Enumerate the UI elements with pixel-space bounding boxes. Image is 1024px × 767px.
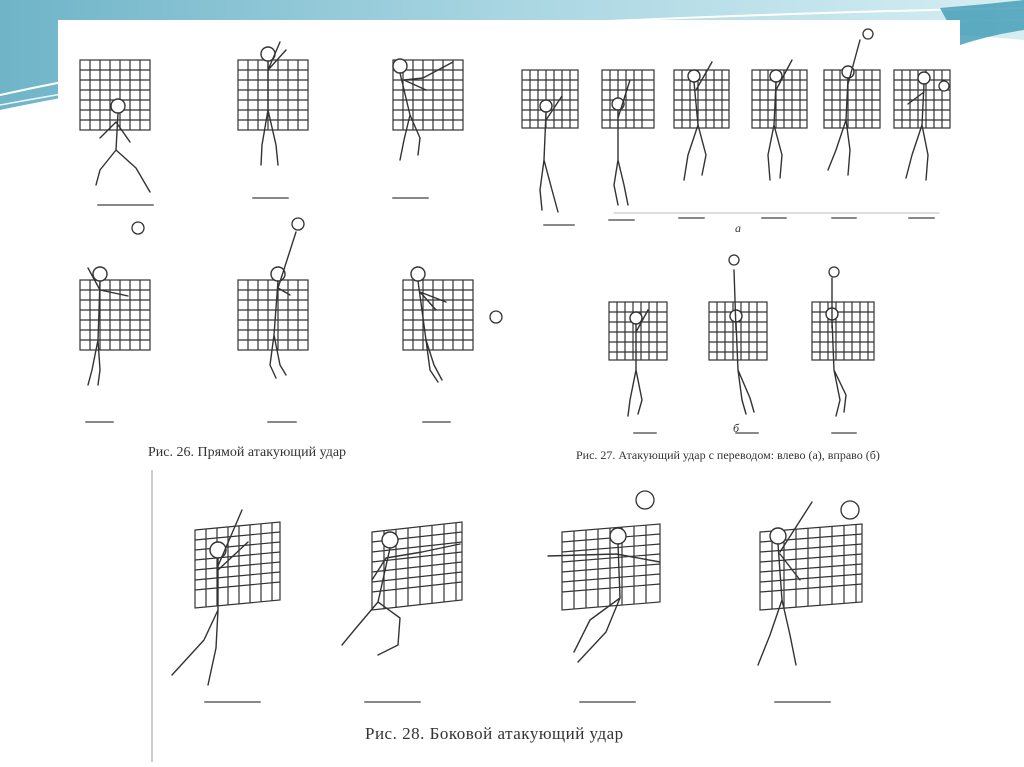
player-figure [172, 491, 859, 685]
figure-28-illustration [150, 470, 950, 762]
figure-27-caption: Рис. 27. Атакующий удар с переводом: влево (а), вправо (б) [576, 448, 880, 462]
subfigure-label-b: б [733, 421, 740, 435]
figure-26-illustration [58, 20, 514, 470]
figure-28-panel [150, 470, 950, 762]
player-figure [540, 29, 949, 212]
net-drawing [195, 522, 862, 610]
subfigure-label-a: а [735, 221, 741, 235]
player-figure [628, 255, 846, 416]
figure-27-panel [514, 20, 960, 470]
figure-26-panel [58, 20, 514, 470]
figure-28-caption: Рис. 28. Боковой атакующий удар [365, 724, 624, 743]
figure-27-illustration [514, 20, 960, 470]
figure-26-caption: Рис. 26. Прямой атакующий удар [148, 445, 347, 460]
